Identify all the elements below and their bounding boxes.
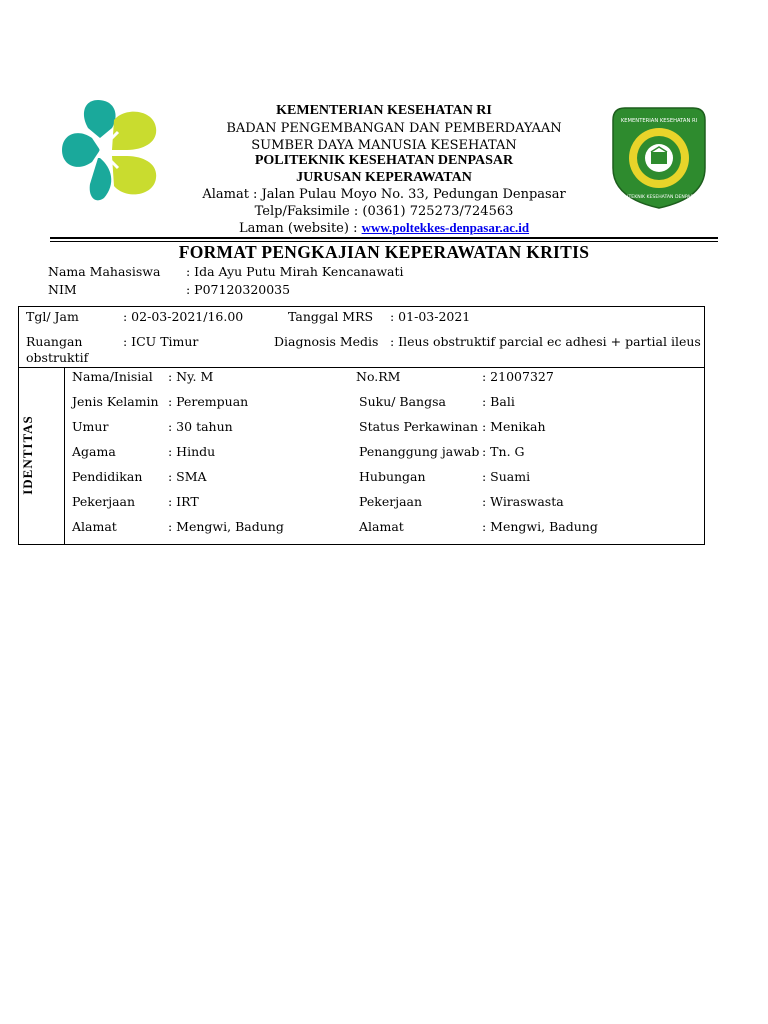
- website-link[interactable]: www.poltekkes-denpasar.ac.id: [361, 220, 530, 235]
- header-department: JURUSAN KEPERAWATAN: [296, 170, 472, 185]
- header-agency: BADAN PENGEMBANGAN DAN PEMBERDAYAAN: [226, 121, 562, 136]
- identity-value-right: : 21007327: [482, 369, 554, 384]
- diagnosis-continued: obstruktif: [26, 350, 89, 365]
- identity-value-right: : Tn. G: [482, 444, 525, 459]
- identity-value-left: : Ny. M: [168, 369, 214, 384]
- identity-label-right: Alamat: [359, 519, 404, 534]
- website-prefix: Laman (website) :: [238, 221, 362, 236]
- header-agency-sub: SUMBER DAYA MANUSIA KESEHATAN: [251, 138, 517, 153]
- student-nim-label: NIM: [48, 282, 77, 297]
- identity-label-left: Nama/Inisial: [72, 369, 153, 384]
- identity-label-left: Umur: [72, 419, 109, 434]
- date-value: : 02-03-2021/16.00: [123, 309, 244, 324]
- identity-value-left: : Perempuan: [168, 394, 249, 409]
- header-phone: Telp/Faksimile : (0361) 725273/724563: [254, 204, 514, 219]
- poltekkes-seal: [611, 102, 707, 210]
- date-label: Tgl/ Jam: [26, 309, 79, 324]
- student-name-value: : Ida Ayu Putu Mirah Kencanawati: [186, 264, 404, 279]
- identity-value-right: : Suami: [482, 469, 531, 484]
- identity-label-left: Pekerjaan: [72, 494, 136, 509]
- identity-column-divider: [64, 367, 65, 545]
- form-title: FORMAT PENGKAJIAN KEPERAWATAN KRITIS: [178, 242, 590, 262]
- header-institution: POLITEKNIK KESEHATAN DENPASAR: [254, 153, 514, 168]
- table-divider: [18, 367, 705, 368]
- identity-value-right: : Menikah: [482, 419, 546, 434]
- room-label: Ruangan: [26, 334, 83, 349]
- identity-value-left: : Hindu: [168, 444, 216, 459]
- identity-label-left: Pendidikan: [72, 469, 143, 484]
- seal-bottom-text: POLITEKNIK KESEHATAN DENPASAR: [618, 195, 700, 200]
- identity-value-left: : 30 tahun: [168, 419, 233, 434]
- identity-value-right: : Bali: [482, 394, 515, 409]
- identity-label-right: No.RM: [356, 369, 401, 384]
- identity-section-label: IDENTITAS: [20, 415, 35, 495]
- identity-value-left: : IRT: [168, 494, 199, 509]
- identity-label-right: Hubungan: [359, 469, 426, 484]
- identity-value-right: : Mengwi, Badung: [482, 519, 598, 534]
- mrs-label: Tanggal MRS: [288, 309, 374, 324]
- header-address: Alamat : Jalan Pulau Moyo No. 33, Pedungan Denpasar: [202, 187, 566, 202]
- room-value: : ICU Timur: [123, 334, 199, 349]
- seal-top-text: KEMENTERIAN KESEHATAN RI: [620, 118, 698, 124]
- identity-value-left: : SMA: [168, 469, 207, 484]
- student-nim-value: : P07120320035: [186, 282, 291, 297]
- identity-label-right: Status Perkawinan: [359, 419, 479, 434]
- identity-label-left: Agama: [72, 444, 116, 459]
- identity-label-left: Jenis Kelamin: [72, 394, 159, 409]
- diagnosis-value: : Ileus obstruktif parcial ec adhesi + partial ileus: [390, 334, 701, 349]
- diagnosis-label: Diagnosis Medis: [274, 334, 379, 349]
- identity-value-right: : Wiraswasta: [482, 494, 564, 509]
- identity-label-right: Penanggung jawab: [359, 444, 480, 459]
- header-rule-thick: [50, 237, 718, 239]
- student-name-label: Nama Mahasiswa: [48, 264, 161, 279]
- identity-label-right: Suku/ Bangsa: [359, 394, 446, 409]
- mrs-value: : 01-03-2021: [390, 309, 471, 324]
- identity-value-left: : Mengwi, Badung: [168, 519, 284, 534]
- header-website-line: [0, 220, 768, 236]
- identity-label-left: Alamat: [72, 519, 117, 534]
- identity-label-right: Pekerjaan: [359, 494, 423, 509]
- header-ministry: KEMENTERIAN KESEHATAN RI: [276, 103, 492, 118]
